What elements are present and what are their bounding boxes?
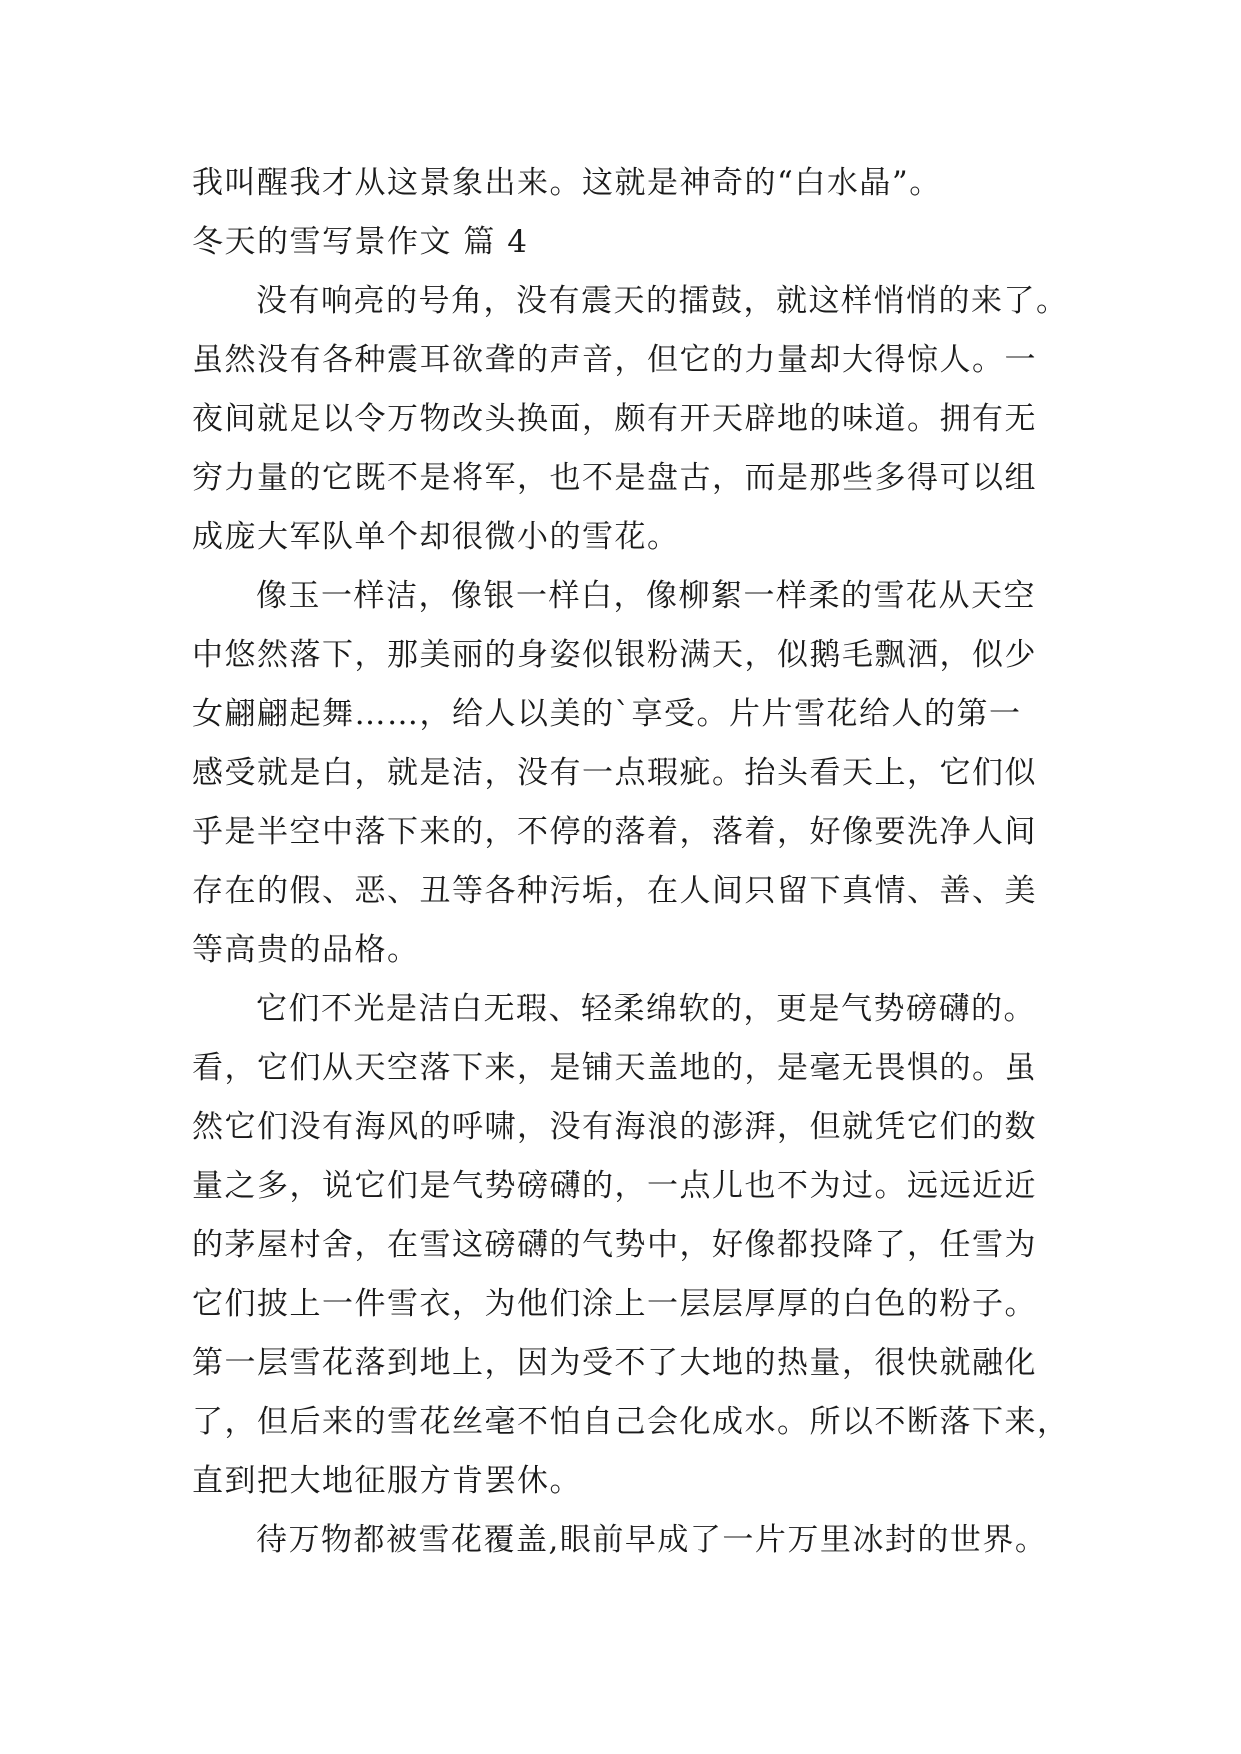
paragraph-first-line: 它们不光是洁白无瑕、轻柔绵软的，更是气势磅礴的。 (256, 991, 1036, 1027)
text-line: 感受就是白，就是洁，没有一点瑕疵。抬头看天上，它们似 (192, 755, 1037, 791)
text-line: 然它们没有海风的呼啸，没有海浪的澎湃，但就凭它们的数 (192, 1109, 1037, 1145)
paragraph-first-line: 待万物都被雪花覆盖,眼前早成了一片万里冰封的世界。 (256, 1522, 1048, 1558)
text-line: 了，但后来的雪花丝毫不怕自己会化成水。所以不断落下来， (192, 1404, 1070, 1440)
text-line: 乎是半空中落下来的，不停的落着，落着，好像要洗净人间 (192, 814, 1037, 850)
text-line: 成庞大军队单个却很微小的雪花。 (192, 519, 680, 555)
text-line: 看，它们从天空落下来，是铺天盖地的，是毫无畏惧的。虽 (192, 1050, 1037, 1086)
text-line: 等高贵的品格。 (192, 932, 420, 968)
paragraph-first-line: 没有响亮的号角，没有震天的擂鼓，就这样悄悄的来了。 (256, 283, 1069, 319)
section-heading: 冬天的雪写景作文 篇 4 (192, 224, 529, 260)
document-body (192, 154, 1072, 1570)
text-line: 第一层雪花落到地上，因为受不了大地的热量，很快就融化 (192, 1345, 1037, 1381)
text-line: 的茅屋村舍，在雪这磅礴的气势中，好像都投降了，任雪为 (192, 1227, 1037, 1263)
text-line: 直到把大地征服方肯罢休。 (192, 1463, 582, 1499)
text-line: 穷力量的它既不是将军，也不是盘古，而是那些多得可以组 (192, 460, 1037, 496)
text-line: 女翩翩起舞……，给人以美的`享受。片片雪花给人的第一 (192, 696, 1022, 732)
paragraph-first-line: 像玉一样洁，像银一样白，像柳絮一样柔的雪花从天空 (256, 578, 1036, 614)
text-line: 中悠然落下，那美丽的身姿似银粉满天，似鹅毛飘洒，似少 (192, 637, 1037, 673)
text-line: 量之多，说它们是气势磅礴的，一点儿也不为过。远远近近 (192, 1168, 1037, 1204)
text-line: 虽然没有各种震耳欲聋的声音，但它的力量却大得惊人。一 (192, 342, 1037, 378)
text-line: 夜间就足以令万物改头换面，颇有开天辟地的味道。拥有无 (192, 401, 1037, 437)
text-line: 我叫醒我才从这景象出来。这就是神奇的“白水晶”。 (192, 165, 942, 201)
text-line: 存在的假、恶、丑等各种污垢，在人间只留下真情、善、美 (192, 873, 1037, 909)
text-line: 它们披上一件雪衣，为他们涂上一层层厚厚的白色的粉子。 (192, 1286, 1037, 1322)
